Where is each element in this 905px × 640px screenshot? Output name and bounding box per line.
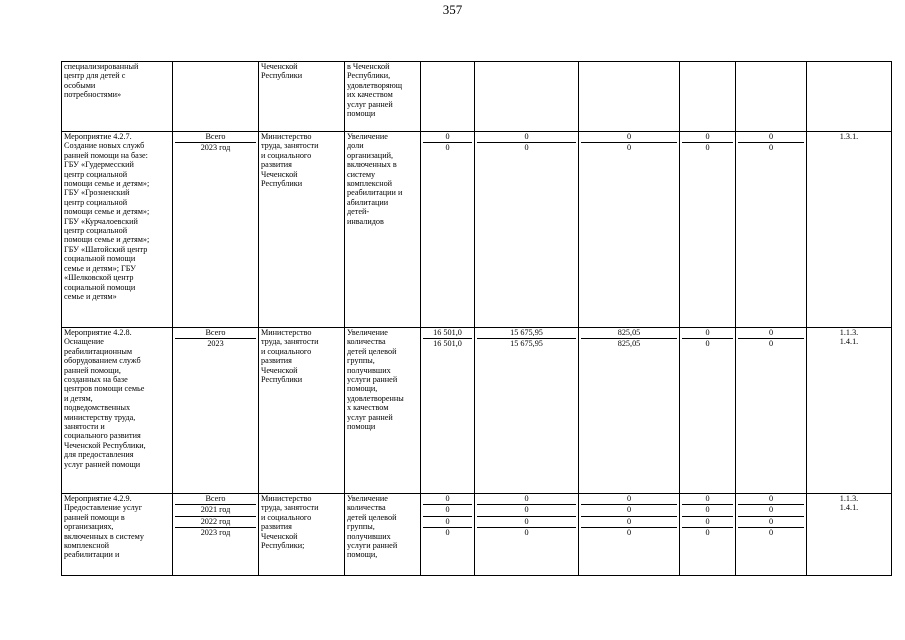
funding-value: 0 (768, 339, 774, 349)
funding-value: 0 (738, 517, 804, 528)
funding-cell (421, 328, 475, 494)
period-label: Всего (175, 132, 256, 143)
funding-value: 0 (626, 143, 632, 153)
result-cell: Увеличение количества детей целевой группы, получивших услуги ранней помощи, удовлетворенны х качеством услуг ранней помощи (345, 328, 421, 494)
result-cell: Увеличение количества детей целевой группы, получивших услуги ранней помощи, (345, 494, 421, 576)
period-label: Всего (175, 494, 256, 505)
period-cell (173, 494, 259, 576)
funding-value: 0 (445, 528, 450, 538)
result-cell: Увеличение доли организаций, включенных в систему комплексной реабилитации и абилитации детей- инвалидов (345, 132, 421, 328)
table-row (62, 494, 892, 576)
funding-cell (736, 328, 807, 494)
funding-value: 0 (524, 143, 529, 153)
funding-cell (680, 328, 736, 494)
period-label: 2023 год (200, 528, 231, 538)
funding-value: 0 (738, 132, 804, 143)
funding-value: 0 (423, 494, 472, 505)
funding-value: 0 (581, 494, 677, 505)
program-measures-table (61, 61, 892, 576)
period-label: 2021 год (175, 505, 256, 516)
funding-value: 16 501,0 (423, 328, 472, 339)
result-cell: в Чеченской Республики, удовлетворяющ их качеством услуг ранней помощи (345, 62, 421, 132)
executor-cell: Министерство труда, занятости и социального развития Чеченской Республики (259, 132, 345, 328)
indicator-links-cell: 1.1.3. 1.4.1. (807, 494, 892, 576)
measure-cell: специализированный центр для детей с особыми потребностями» (62, 62, 173, 132)
funding-value: 0 (682, 328, 733, 339)
period-cell (173, 328, 259, 494)
measure-cell: Мероприятие 4.2.7. Создание новых служб ранней помощи на базе: ГБУ «Гудермесский центр социальной помощи семье и детям»; ГБУ «Грозненский центр социальной помощи семье и детям»; ГБУ «Курчалоевский центр социальной помощи семье и детям»; ГБУ «Шатойский центр социальной помощи семье и детям»; ГБУ «Шелковской центр социальной помощи семье и детям» (62, 132, 173, 328)
executor-cell: Министерство труда, занятости и социального развития Чеченской Республики; (259, 494, 345, 576)
funding-cell (579, 328, 680, 494)
funding-value: 0 (581, 517, 677, 528)
funding-value: 0 (581, 505, 677, 516)
funding-cell (475, 328, 579, 494)
funding-value: 0 (445, 143, 450, 153)
funding-value: 0 (477, 517, 576, 528)
period-label: 2023 год (200, 143, 231, 153)
funding-value: 0 (682, 505, 733, 516)
funding-value: 825,05 (617, 339, 641, 349)
funding-cell (579, 494, 680, 576)
funding-value: 0 (738, 328, 804, 339)
funding-cell (475, 494, 579, 576)
funding-value: 0 (477, 505, 576, 516)
funding-value: 0 (738, 494, 804, 505)
measure-cell: Мероприятие 4.2.9. Предоставление услуг ранней помощи в организациях, включенных в систему комплексной реабилитации и (62, 494, 173, 576)
table-body (62, 62, 892, 576)
indicator-links-cell (807, 62, 892, 132)
table-row (62, 328, 892, 494)
page-number: 357 (442, 2, 463, 17)
funding-value: 0 (477, 132, 576, 143)
funding-cell (680, 494, 736, 576)
funding-value: 0 (626, 528, 632, 538)
table-row (62, 132, 892, 328)
funding-value: 0 (682, 494, 733, 505)
funding-value: 16 501,0 (433, 339, 462, 349)
funding-cell (475, 132, 579, 328)
table-row (62, 62, 892, 132)
funding-value: 15 675,95 (510, 339, 543, 349)
funding-value: 0 (768, 528, 774, 538)
period-cell (173, 132, 259, 328)
executor-cell: Министерство труда, занятости и социального развития Чеченской Республики (259, 328, 345, 494)
executor-cell: Чеченской Республики (259, 62, 345, 132)
funding-cell (680, 62, 736, 132)
funding-cell (421, 62, 475, 132)
funding-cell (736, 62, 807, 132)
funding-value: 15 675,95 (477, 328, 576, 339)
funding-cell (421, 494, 475, 576)
funding-value: 0 (768, 143, 774, 153)
funding-value: 0 (682, 517, 733, 528)
period-label: Всего (175, 328, 256, 339)
period-cell (173, 62, 259, 132)
funding-cell (736, 494, 807, 576)
funding-cell (736, 132, 807, 328)
funding-cell (579, 132, 680, 328)
indicator-links-cell: 1.1.3. 1.4.1. (807, 328, 892, 494)
funding-cell (475, 62, 579, 132)
funding-value: 0 (705, 528, 710, 538)
funding-value: 0 (705, 339, 710, 349)
funding-value: 0 (423, 505, 472, 516)
funding-value: 0 (705, 143, 710, 153)
funding-cell (680, 132, 736, 328)
funding-cell (579, 62, 680, 132)
funding-value: 0 (524, 528, 529, 538)
funding-value: 0 (423, 132, 472, 143)
funding-value: 0 (581, 132, 677, 143)
funding-value: 0 (682, 132, 733, 143)
period-label: 2022 год (175, 517, 256, 528)
period-label: 2023 (207, 339, 224, 349)
funding-value: 825,05 (581, 328, 677, 339)
funding-value: 0 (423, 517, 472, 528)
funding-value: 0 (477, 494, 576, 505)
funding-cell (421, 132, 475, 328)
indicator-links-cell: 1.3.1. (807, 132, 892, 328)
funding-value: 0 (738, 505, 804, 516)
measure-cell: Мероприятие 4.2.8. Оснащение реабилитационным оборудованием служб ранней помощи, созданных на базе центров помощи семье и детям, подведомственных министерству труда, занятости и социального развития Чеченской Республики, для предоставления услуг ранней помощи (62, 328, 173, 494)
